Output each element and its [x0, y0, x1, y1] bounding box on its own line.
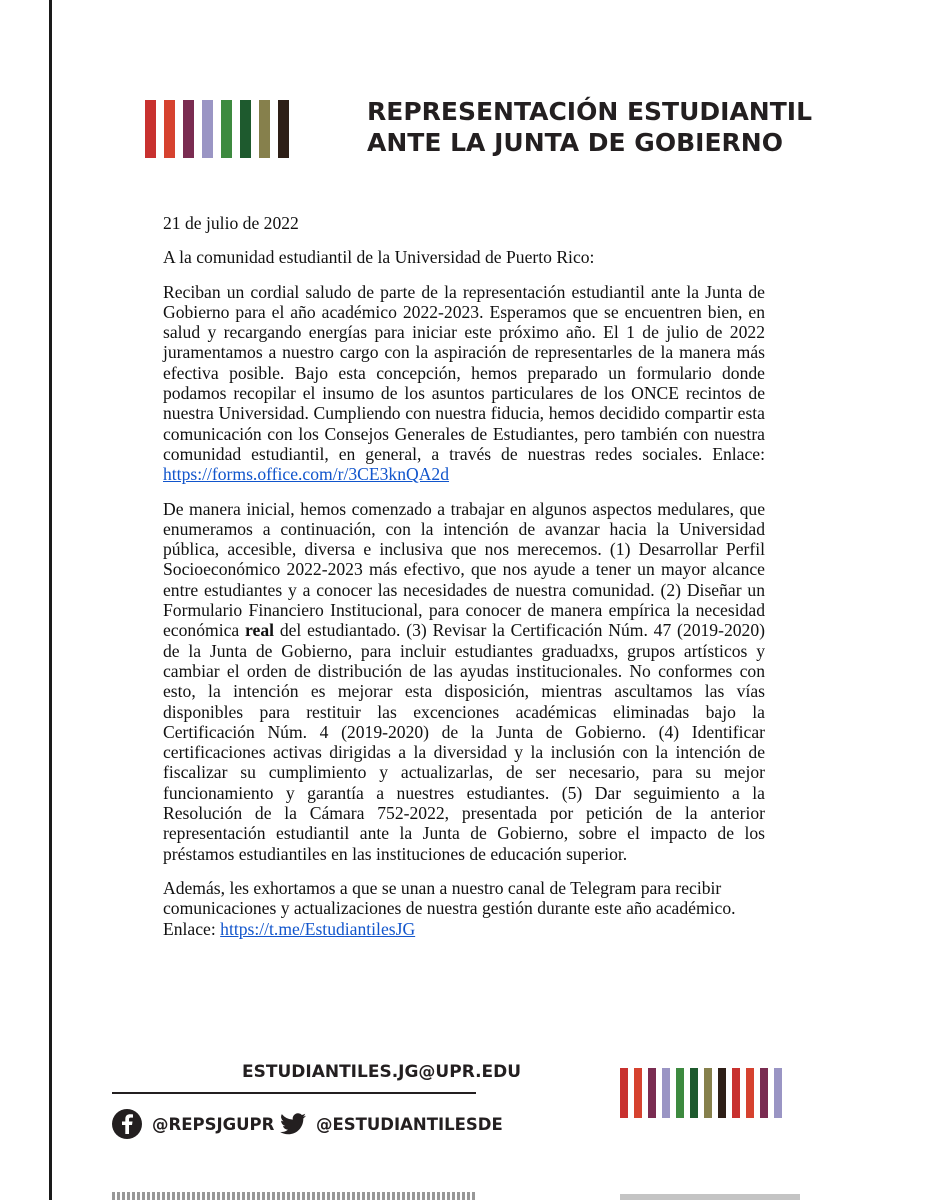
footer-divider — [112, 1092, 476, 1094]
stripe — [240, 100, 251, 158]
stripe — [718, 1068, 726, 1118]
stripe — [278, 100, 289, 158]
cropped-footer-graphic — [620, 1194, 800, 1200]
stripe — [690, 1068, 698, 1118]
letter-salutation: A la comunidad estudiantil de la Universidad de Puerto Rico: — [163, 247, 595, 268]
facebook-icon — [112, 1109, 142, 1139]
paragraph-3-text: Además, les exhortamos a que se unan a nuestro canal de Telegram para recibir comunicaciones y actualizaciones de nuestra gestión durante este año académico. — [163, 877, 736, 919]
stripe — [145, 100, 156, 158]
letter-body — [163, 213, 765, 953]
stripe — [183, 100, 194, 158]
brand-stripes — [145, 100, 297, 158]
link-label: Enlace: — [163, 918, 221, 939]
telegram-link[interactable]: https://t.me/EstudiantilesJG — [220, 918, 416, 939]
twitter-icon — [280, 1112, 306, 1136]
paragraph-2 — [163, 499, 765, 864]
stripe — [634, 1068, 642, 1118]
stripe — [202, 100, 213, 158]
paragraph-1 — [163, 282, 765, 485]
stripe — [648, 1068, 656, 1118]
link-label: Enlace: — [712, 443, 765, 464]
facebook-contact[interactable] — [112, 1108, 274, 1140]
twitter-contact[interactable] — [280, 1108, 503, 1140]
letterhead-title-line1: REPRESENTACIÓN ESTUDIANTIL — [367, 97, 813, 126]
stripe — [620, 1068, 628, 1118]
stripe — [746, 1068, 754, 1118]
letterhead — [145, 96, 845, 158]
cropped-footer-text — [112, 1192, 476, 1200]
stripe — [259, 100, 270, 158]
forms-link[interactable]: https://forms.office.com/r/3CE3knQA2d — [163, 464, 450, 485]
stripe — [662, 1068, 670, 1118]
footer — [0, 1050, 928, 1200]
letterhead-title — [367, 96, 812, 158]
letterhead-title-line2: ANTE LA JUNTA DE GOBIERNO — [367, 128, 783, 157]
twitter-handle: @ESTUDIANTILESDE — [316, 1114, 503, 1134]
stripe — [704, 1068, 712, 1118]
stripe — [221, 100, 232, 158]
stripe — [676, 1068, 684, 1118]
paragraph-2-bold: real — [245, 620, 275, 641]
letter-date: 21 de julio de 2022 — [163, 213, 299, 233]
stripe — [760, 1068, 768, 1118]
paragraph-1-text: Reciban un cordial saludo de parte de la representación estudiantil ante la Junta de Gobierno para el año académico 2022-2023. Esperamos que se encuentren bien, en salud y recargando energías para iniciar este próximo año. El 1 de julio de 2022 juramentamos a nuestro cargo con la aspiración de representarles de la manera más efectiva posible. Bajo esta concepción, hemos preparado un formulario donde podamos recopilar el insumo de los asuntos particulares de los ONCE recintos de nuestra Universidad. Cumpliendo con nuestra fiducia, hemos decidido compartir esta comunicación con los Consejos Generales de Estudiantes, pero también con nuestra comunidad estudiantil, en general, a través de nuestras redes sociales. — [163, 281, 765, 464]
left-margin-rule — [49, 0, 52, 1200]
stripe — [164, 100, 175, 158]
stripe — [774, 1068, 782, 1118]
footer-brand-stripes — [620, 1068, 788, 1118]
stripe — [732, 1068, 740, 1118]
paragraph-2-text-a: De manera inicial, hemos comenzado a trabajar en algunos aspectos medulares, que enumeramos a continuación, con la intención de avanzar hacia la Universidad pública, accesible, diversa e inclusiva que nos merecemos. (1) Desarrollar Perfil Socioeconómico 2022-2023 más efectivo, que nos ayude a tener un mayor alcance entre estudiantes y a conocer las necesidades de nuestra comunidad. (2) Diseñar un Formulario Financiero Institucional, para conocer de manera empírica la necesidad económica — [163, 498, 765, 641]
footer-email[interactable]: ESTUDIANTILES.JG@UPR.EDU — [242, 1062, 522, 1082]
facebook-handle: @REPSJGUPR — [152, 1114, 275, 1134]
paragraph-3 — [163, 878, 765, 939]
paragraph-2-text-b: del estudiantado. (3) Revisar la Certificación Núm. 47 (2019-2020) de la Junta de Gobierno, para incluir estudiantes graduadxs, grupos artísticos y cambiar el orden de distribución de las ayudas institucionales. No conformes con esto, la intención es mejorar esta disposición, mientras ascultamos las vías disponibles para restituir las excenciones académicas eliminadas bajo la Certificación Núm. 4 (2019-2020) de la Junta de Gobierno. (4) Identificar certificaciones activas dirigidas a la diversidad y la inclusión con la intención de fiscalizar su cumplimiento y actualizarlas, de ser necesario, para su mejor funcionamiento y garantía a nuestres estudiantes. (5) Dar seguimiento a la Resolución de la Cámara 752-2022, presentada por petición de la anterior representación estudiantil ante la Junta de Gobierno, sobre el impacto de los préstamos estudiantiles en las instituciones de educación superior. — [163, 620, 765, 864]
